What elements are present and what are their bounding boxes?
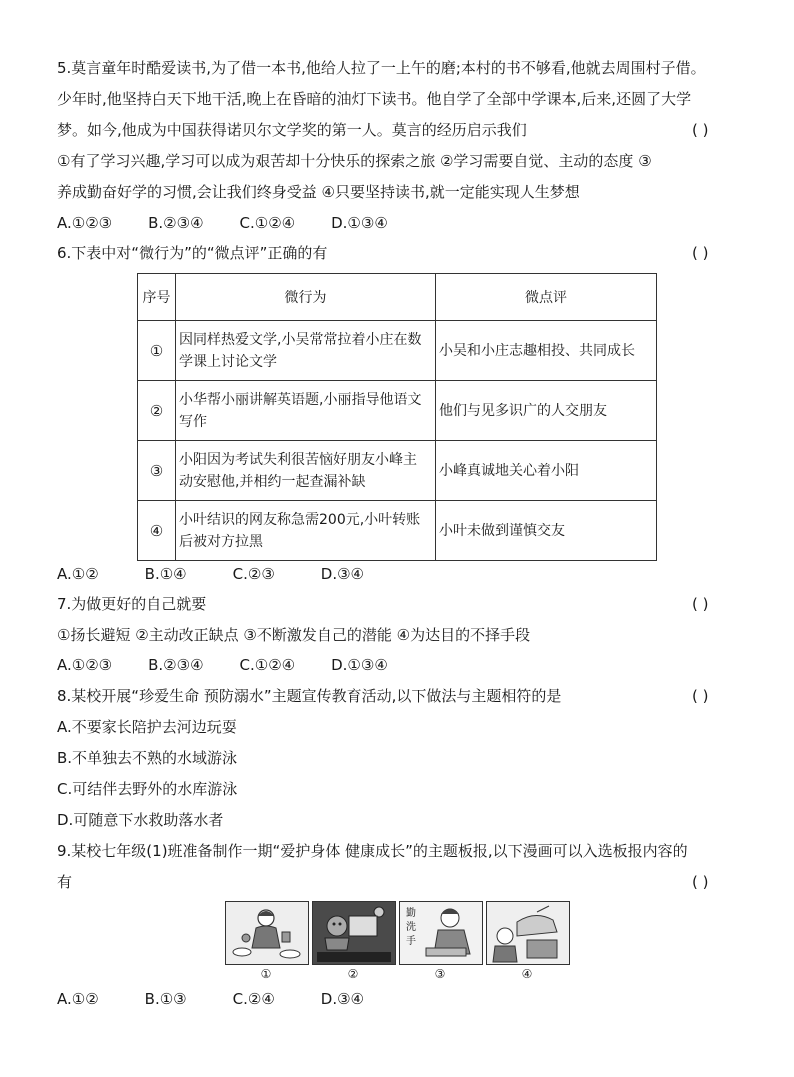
q7-option-c: C.①②④	[239, 656, 296, 674]
q6-header-action: 微行为	[176, 274, 436, 321]
q6-header-comment: 微点评	[436, 274, 657, 321]
cartoon-2-gaming-image	[312, 901, 396, 965]
q5-line-2: 少年时,他坚持白天下地干活,晚上在昏暗的油灯下读书。他自学了全部中学课本,后来,还圆了大学	[57, 90, 692, 108]
q6-row-action-line: 写作	[179, 413, 207, 430]
q6-row-comment: 他们与见多识广的人交朋友	[436, 381, 657, 441]
q6-row-action	[176, 441, 436, 501]
q6-answer-paren: ( )	[692, 244, 709, 262]
q9-cartoons	[225, 901, 571, 985]
q6-option-d: D.③④	[320, 565, 364, 583]
q5-option-d: D.①③④	[331, 214, 388, 232]
q8-choice-d: D.可随意下水救助落水者	[57, 811, 224, 829]
cartoon-3-caption-1: 勤	[406, 908, 416, 919]
cartoon-3-caption-2: 洗	[406, 922, 416, 933]
cartoon-label-3: ③	[434, 967, 446, 981]
cartoon-3-handwashing-image	[399, 901, 483, 965]
q5-option-b: B.②③④	[148, 214, 204, 232]
q8-choice-a: A.不要家长陪护去河边玩耍	[57, 718, 237, 736]
q6-row-no: ①	[138, 321, 176, 381]
q5-option-a: A.①②③	[57, 214, 113, 232]
table-row	[138, 441, 657, 501]
q6-row-action-line: 学课上讨论文学	[179, 353, 277, 370]
q6-table	[137, 273, 657, 561]
q5-line-4: ①有了学习兴趣,学习可以成为艰苦却十分快乐的探索之旅 ②学习需要自觉、主动的态度 ③	[57, 152, 652, 170]
cartoon-label-1: ①	[260, 967, 272, 981]
q6-row-action-line: 因同样热爱文学,小吴常常拉着小庄在数	[179, 331, 422, 348]
q9-option-b: B.①③	[144, 990, 187, 1008]
q8-choice-b: B.不单独去不熟的水域游泳	[57, 749, 238, 767]
q9-answer-paren: ( )	[692, 873, 709, 891]
q7-items: ①扬长避短 ②主动改正缺点 ③不断激发自己的潜能 ④为达目的不择手段	[57, 626, 531, 644]
q5-options	[57, 213, 388, 233]
q9-option-c: C.②④	[232, 990, 275, 1008]
q6-options	[57, 564, 364, 584]
q5-line-3: 梦。如今,他成为中国获得诺贝尔文学奖的第一人。莫言的经历启示我们	[57, 121, 527, 139]
q6-row-comment: 小吴和小庄志趣相投、共同成长	[436, 321, 657, 381]
cartoon-4-image	[486, 901, 570, 965]
q7-option-b: B.②③④	[148, 656, 204, 674]
q6-row-action-line: 后被对方拉黑	[179, 533, 263, 550]
q9-option-d: D.③④	[320, 990, 364, 1008]
q9-option-a: A.①②	[57, 990, 99, 1008]
q7-stem: 7.为做更好的自己就要	[57, 595, 207, 613]
q7-options	[57, 655, 388, 675]
q6-row-action-line: 动安慰他,并相约一起查漏补缺	[179, 473, 366, 490]
q9-line-2: 有	[57, 873, 73, 891]
q6-row-action-line: 小华帮小丽讲解英语题,小丽指导他语文	[179, 391, 422, 408]
q8-stem: 8.某校开展“珍爱生命 预防溺水”主题宣传教育活动,以下做法与主题相符的是	[57, 687, 562, 705]
q6-row-action	[176, 381, 436, 441]
q6-row-no: ④	[138, 501, 176, 561]
table-row	[138, 321, 657, 381]
q5-line-5: 养成勤奋好学的习惯,会让我们终身受益 ④只要坚持读书,就一定能实现人生梦想	[57, 183, 580, 201]
q9-line-1: 9.某校七年级(1)班准备制作一期“爱护身体 健康成长”的主题板报,以下漫画可以入选板报内容的	[57, 842, 688, 860]
q6-header-no: 序号	[138, 274, 176, 321]
q6-option-b: B.①④	[144, 565, 187, 583]
q5-line-1: 5.莫言童年时酷爱读书,为了借一本书,他给人拉了一上午的磨;本村的书不够看,他就去周围村子借。	[57, 59, 706, 77]
q6-row-no: ②	[138, 381, 176, 441]
q8-answer-paren: ( )	[692, 687, 709, 705]
q7-option-a: A.①②③	[57, 656, 113, 674]
q6-row-action-line: 小叶结识的网友称急需200元,小叶转账	[179, 511, 421, 528]
q5-option-c: C.①②④	[239, 214, 296, 232]
q6-option-a: A.①②	[57, 565, 99, 583]
q7-option-d: D.①③④	[331, 656, 388, 674]
cartoon-label-2: ②	[347, 967, 359, 981]
q7-answer-paren: ( )	[692, 595, 709, 613]
cartoon-3-caption-3: 手	[406, 936, 416, 947]
q6-row-action	[176, 321, 436, 381]
q8-choice-c: C.可结伴去野外的水库游泳	[57, 780, 238, 798]
q6-table-header	[138, 274, 657, 321]
q6-row-action	[176, 501, 436, 561]
q6-row-no: ③	[138, 441, 176, 501]
q5-answer-paren: ( )	[692, 121, 709, 139]
q6-stem: 6.下表中对“微行为”的“微点评”正确的有	[57, 244, 328, 262]
table-row	[138, 501, 657, 561]
cartoon-1-snacks-image	[225, 901, 309, 965]
q9-options	[57, 989, 364, 1009]
q6-row-comment: 小叶未做到谨慎交友	[436, 501, 657, 561]
q6-row-action-line: 小阳因为考试失利很苦恼好朋友小峰主	[179, 451, 417, 468]
cartoon-label-4: ④	[521, 967, 533, 981]
table-row	[138, 381, 657, 441]
q6-row-comment: 小峰真诚地关心着小阳	[436, 441, 657, 501]
q6-option-c: C.②③	[232, 565, 275, 583]
